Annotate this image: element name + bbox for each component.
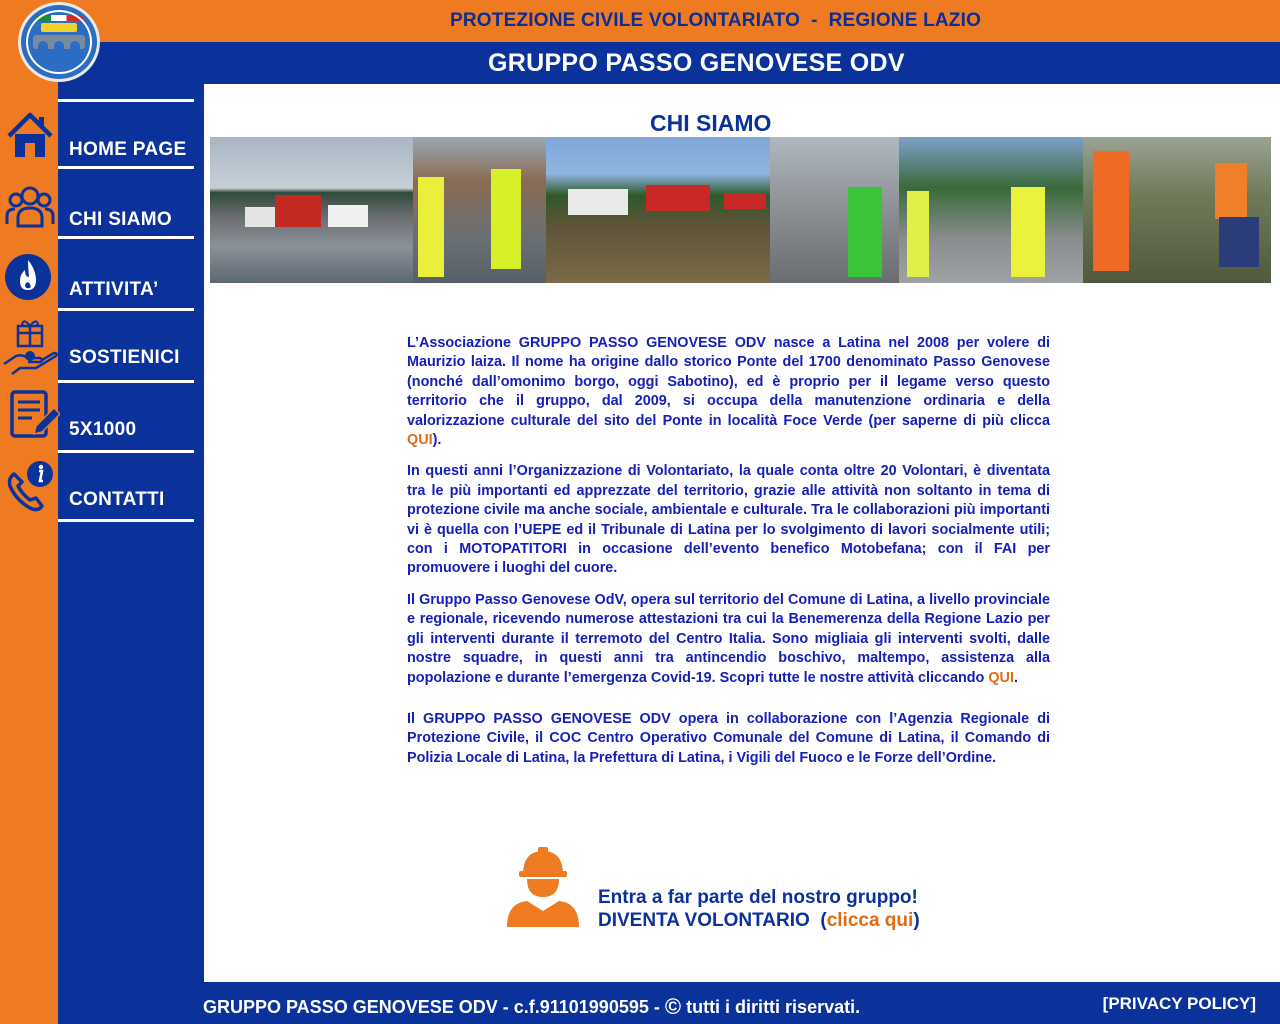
fire-icon bbox=[4, 250, 56, 302]
nav-divider bbox=[58, 99, 194, 102]
privacy-policy-link[interactable]: [PRIVACY POLICY] bbox=[1102, 994, 1256, 1013]
footer-copyright: GRUPPO PASSO GENOVESE ODV - c.f.91101990595 - © tutti i diritti riservati. bbox=[203, 994, 861, 1019]
nav-label: SOSTIENICI bbox=[69, 347, 180, 368]
gift-hand-icon bbox=[2, 318, 58, 378]
nav-label: ATTIVITA’ bbox=[69, 279, 159, 300]
photo-fire-trucks bbox=[546, 137, 770, 283]
cta-heading: Entra a far parte del nostro gruppo! bbox=[598, 887, 918, 908]
volunteer-link[interactable]: clicca qui bbox=[826, 910, 914, 931]
nav-label: 5X1000 bbox=[69, 419, 137, 440]
photo-volunteers-rain bbox=[413, 137, 546, 283]
nav-divider bbox=[58, 450, 194, 453]
photo-tree-cutting bbox=[1083, 137, 1271, 283]
nav-divider bbox=[58, 308, 194, 311]
cta-become-volunteer: DIVENTA VOLONTARIO (clicca qui) bbox=[598, 910, 920, 931]
logo[interactable] bbox=[18, 2, 100, 82]
phone-info-icon bbox=[4, 460, 56, 512]
paragraph-activities: Il Gruppo Passo Genovese OdV, opera sul territorio del Comune di Latina, a livello provinciale e regionale, ricevendo numerose attestazioni tra cui la Benemerenza della Regione Lazio per gli interventi durante il terremoto del Centro Italia. Sono migliaia gli interventi svolti, dalle nostre squadre, in questi anni tra antincendio boschivo, maltempo, assistenza alla popolazione e durante l’emergenza Covid-19. Scopri tutte le nostre attività cliccando QUI. bbox=[407, 591, 1050, 686]
paragraph-organization: In questi anni l’Organizzazione di Volontariato, la quale conta oltre 20 Volontari, è diventata tra le più importanti ed apprezzate del territorio, grazie alle attività non soltanto in tema di protezione civile ma anche sociale, ambientale e culturale. Tra le collaborazioni più importanti vi è quella con l’UEPE ed il Tribunale di Latina per lo svolgimento di lavori socialmente utili; con i MOTOPATITORI in occasione dell’evento benefico Motobefana; con il FAI per promuovere i luoghi del cuore. bbox=[407, 463, 1050, 577]
top-bar-text: PROTEZIONE CIVILE VOLONTARIATO - REGIONE LAZIO bbox=[450, 10, 982, 31]
people-icon bbox=[4, 180, 56, 232]
page-title: CHI SIAMO bbox=[650, 110, 772, 136]
nav-divider bbox=[58, 166, 194, 169]
worker-helmet-icon bbox=[505, 845, 581, 929]
nav-home-page[interactable] bbox=[0, 110, 204, 180]
nav-divider bbox=[58, 236, 194, 239]
footer bbox=[58, 982, 1280, 1024]
paragraph-origin: L’Associazione GRUPPO PASSO GENOVESE ODV nasce a Latina nel 2008 per volere di Maurizio laiza. Il nome ha origine dallo storico Ponte del 1700 denominato Passo Genovese (nonché dall’omonimo borgo, oggi Sabotino), ed è proprio per il legame verso questo territorio che il gruppo, dal 2009, si occupa della manutenzione ordinaria e della valorizzazione culturale del sito del Ponte in località Foce Verde (per saperne di più clicca QUI). bbox=[407, 335, 1050, 449]
photo-volunteer-site bbox=[770, 137, 899, 283]
home-icon bbox=[4, 110, 56, 162]
document-edit-icon bbox=[8, 390, 60, 442]
top-bar bbox=[0, 0, 1280, 42]
nav-label: CHI SIAMO bbox=[69, 209, 172, 230]
photo-flood-vehicles bbox=[210, 137, 413, 283]
nav-chi-siamo[interactable] bbox=[0, 180, 204, 250]
title-bar bbox=[58, 42, 1280, 84]
nav-label: HOME PAGE bbox=[69, 139, 187, 160]
ponte-link[interactable]: QUI bbox=[407, 432, 433, 449]
nav-label: CONTATTI bbox=[69, 489, 165, 510]
nav-sostienici[interactable] bbox=[0, 318, 204, 388]
nav-divider bbox=[58, 380, 194, 383]
about-text bbox=[407, 334, 1050, 780]
photo-banner bbox=[210, 137, 1271, 283]
paragraph-collaborations: Il GRUPPO PASSO GENOVESE ODV opera in collaborazione con l’Agenzia Regionale di Protezione Civile, il COC Centro Operativo Comunale del Comune di Latina, il Comando di Polizia Locale di Latina, la Prefettura di Latina, i Vigili del Fuoco e le Forze dell’Ordine. bbox=[407, 710, 1050, 766]
nav-divider bbox=[58, 519, 194, 522]
photo-volunteers-street bbox=[899, 137, 1083, 283]
site-title: GRUPPO PASSO GENOVESE ODV bbox=[488, 49, 905, 77]
activities-link[interactable]: QUI bbox=[988, 669, 1014, 686]
copyright-icon: © bbox=[664, 994, 682, 1019]
